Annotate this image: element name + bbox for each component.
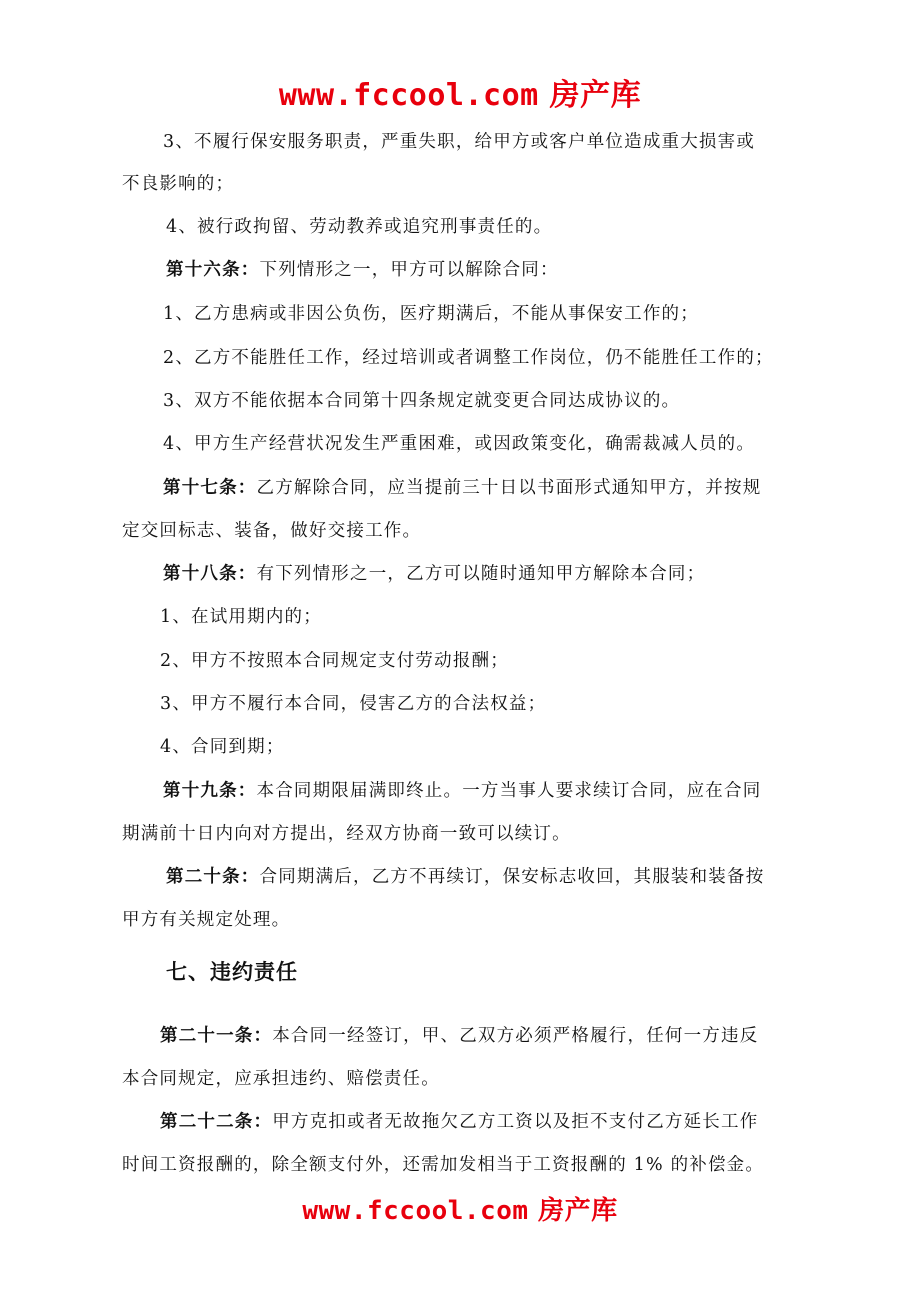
body-line: 3、不履行保安服务职责，严重失职，给甲方或客户单位造成重大损害或 bbox=[163, 132, 756, 152]
body-line: 4、甲方生产经营状况发生严重困难，或因政策变化，确需裁减人员的。 bbox=[163, 434, 756, 454]
article-label: 第二十条： bbox=[166, 867, 260, 887]
body-line: 甲方有关规定处理。 bbox=[122, 910, 291, 930]
article-17: 第十七条：乙方解除合同，应当提前三十日以书面形式通知甲方，并按规 bbox=[163, 478, 762, 498]
article-label: 第十八条： bbox=[163, 564, 257, 584]
body-line: 4、被行政拘留、劳动教养或追究刑事责任的。 bbox=[166, 217, 553, 237]
article-label: 第十九条： bbox=[163, 781, 257, 801]
body-line: 1、乙方患病或非因公负伤，医疗期满后，不能从事保安工作的； bbox=[163, 304, 699, 324]
article-16: 第十六条：下列情形之一，甲方可以解除合同： bbox=[166, 260, 559, 280]
article-21: 第二十一条：本合同一经签订，甲、乙双方必须严格履行，任何一方违反 bbox=[160, 1026, 759, 1046]
page-footer-watermark bbox=[0, 1190, 920, 1227]
footer-site-name: 房产库 bbox=[538, 1196, 618, 1226]
article-label: 第十六条： bbox=[166, 260, 260, 280]
body-line: 期满前十日内向对方提出，经双方协商一致可以续订。 bbox=[122, 824, 571, 844]
header-site-name: 房产库 bbox=[549, 78, 642, 113]
article-label: 第二十二条： bbox=[160, 1112, 273, 1132]
article-22: 第二十二条：甲方克扣或者无故拖欠乙方工资以及拒不支付乙方延长工作 bbox=[160, 1112, 759, 1132]
body-line: 定交回标志、装备，做好交接工作。 bbox=[122, 521, 422, 541]
body-line: 2、甲方不按照本合同规定支付劳动报酬； bbox=[160, 651, 509, 671]
body-line: 不良影响的； bbox=[122, 174, 235, 194]
body-line: 3、甲方不履行本合同，侵害乙方的合法权益； bbox=[160, 694, 547, 714]
page-header-watermark bbox=[0, 70, 920, 114]
body-line: 1、在试用期内的； bbox=[160, 607, 322, 627]
body-line: 时间工资报酬的，除全额支付外，还需加发相当于工资报酬的 1% 的补偿金。 bbox=[122, 1155, 765, 1175]
body-line: 本合同规定，应承担违约、赔偿责任。 bbox=[122, 1069, 440, 1089]
body-line: 2、乙方不能胜任工作，经过培训或者调整工作岗位，仍不能胜任工作的； bbox=[163, 348, 774, 368]
article-18: 第十八条：有下列情形之一，乙方可以随时通知甲方解除本合同； bbox=[163, 564, 706, 584]
article-19: 第十九条：本合同期限届满即终止。一方当事人要求续订合同，应在合同 bbox=[163, 781, 762, 801]
body-line: 4、合同到期； bbox=[160, 737, 285, 757]
section-heading: 七、违约责任 bbox=[166, 960, 298, 984]
body-line: 3、双方不能依据本合同第十四条规定就变更合同达成协议的。 bbox=[163, 391, 681, 411]
header-url: www.fccool.com bbox=[278, 78, 539, 113]
article-label: 第二十一条： bbox=[160, 1026, 273, 1046]
article-label: 第十七条： bbox=[163, 478, 257, 498]
footer-url: www.fccool.com bbox=[302, 1196, 529, 1226]
article-20: 第二十条：合同期满后，乙方不再续订，保安标志收回，其服装和装备按 bbox=[166, 867, 765, 887]
